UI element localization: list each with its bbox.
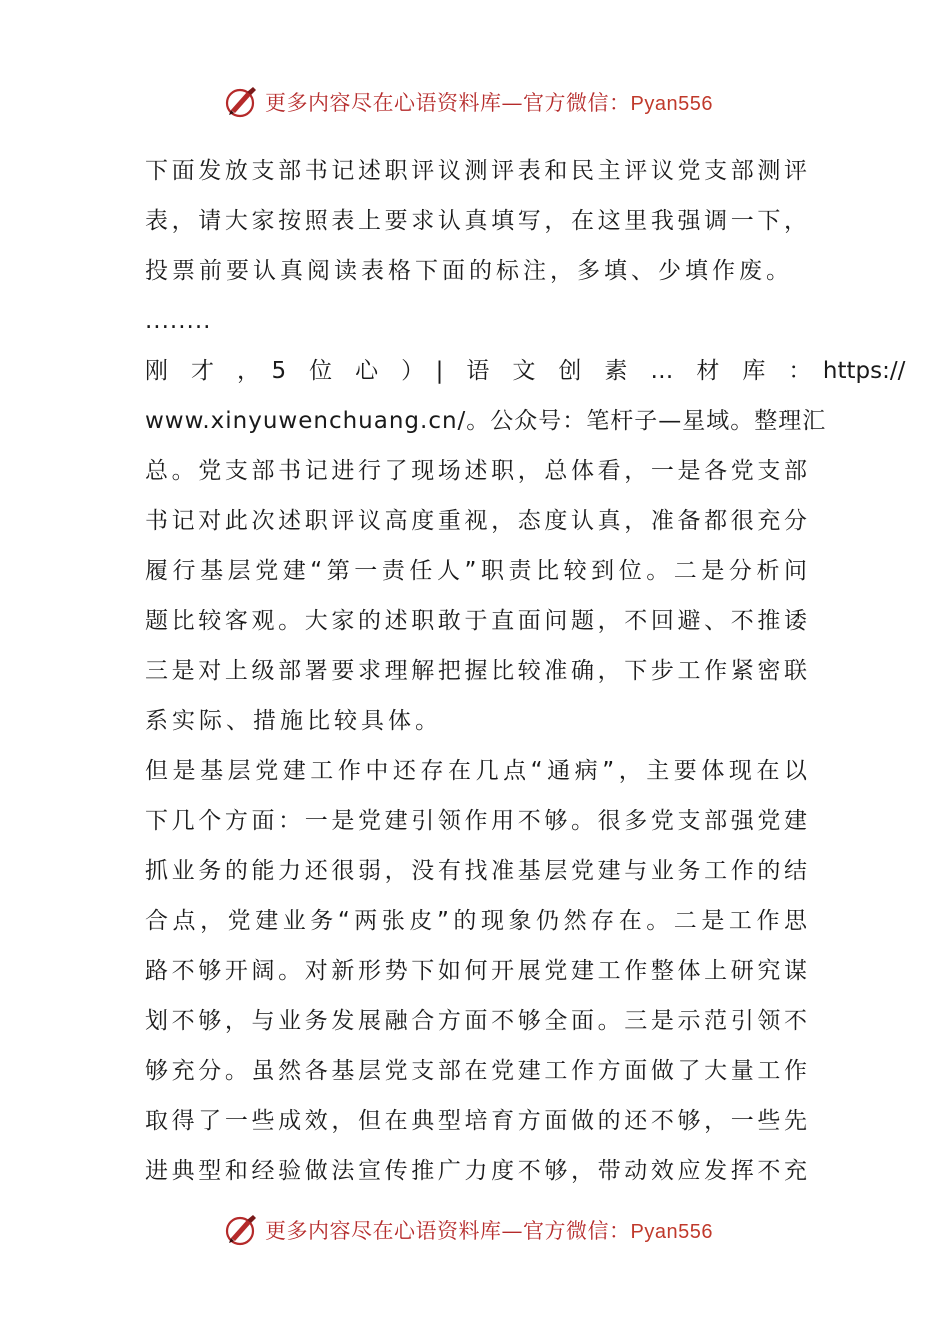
text-line: 进典型和经验做法宣传推广力度不够，带动效应发挥不充 (145, 1158, 807, 1184)
text-line: 系实际、措施比较具体。 (145, 708, 442, 734)
text-line: 合点，党建业务“两张皮”的现象仍然存在。二是工作思 (145, 908, 807, 934)
header-banner-wechat-id: Pyan556 (630, 93, 713, 115)
text-line: 划不够，与业务发展融合方面不够全面。三是示范引领不 (145, 1008, 807, 1034)
text-line: 书记对此次述职评议高度重视，态度认真，准备都很充分 (145, 508, 807, 534)
header-banner-dash: — (501, 91, 524, 115)
footer-banner-wechat-label: 官方微信： (523, 1219, 631, 1243)
text-line: www.xinyuwenchuang.cn/。公众号：笔杆子—星域。整理汇 (145, 408, 827, 434)
header-banner-text (265, 87, 713, 117)
document-body (145, 146, 906, 1196)
header-banner-main: 更多内容尽在心语资料库 (265, 91, 502, 115)
text-line: 但是基层党建工作中还存在几点“通病”，主要体现在以 (145, 758, 807, 784)
text-line: 表，请大家按照表上要求认真填写，在这里我强调一下， (145, 208, 807, 234)
text-line: 抓业务的能力还很弱，没有找准基层党建与业务工作的结 (145, 858, 807, 884)
footer-banner-main: 更多内容尽在心语资料库 (265, 1219, 502, 1243)
footer-banner (0, 1210, 950, 1250)
text-line: 够充分。虽然各基层党支部在党建工作方面做了大量工作 (145, 1058, 807, 1084)
footer-banner-wechat-id: Pyan556 (630, 1221, 713, 1243)
text-line: 投票前要认真阅读表格下面的标注，多填、少填作废。 (145, 258, 793, 284)
text-line: 下面发放支部书记述职评议测评表和民主评议党支部测评 (145, 158, 807, 184)
text-line: 刚 才 ， 5 位 心 ） | 语 文 创 素 … 材 库 ： https:// (145, 358, 906, 384)
footer-banner-text (265, 1215, 713, 1245)
text-line: 总。党支部书记进行了现场述职，总体看，一是各党支部 (145, 458, 807, 484)
text-line: 履行基层党建“第一责任人”职责比较到位。二是分析问 (145, 558, 807, 584)
footer-banner-dash: — (501, 1219, 524, 1243)
pen-circle-logo-icon (223, 84, 259, 120)
text-line: 题比较客观。大家的述职敢于直面问题，不回避、不推诿 (145, 608, 807, 634)
text-line: 取得了一些成效，但在典型培育方面做的还不够，一些先 (145, 1108, 807, 1134)
header-banner (0, 82, 950, 122)
text-line: 三是对上级部署要求理解把握比较准确，下步工作紧密联 (145, 658, 807, 684)
pen-circle-logo-icon (223, 1212, 259, 1248)
header-banner-wechat-label: 官方微信： (523, 91, 631, 115)
ellipsis-line: ........ (145, 308, 212, 334)
text-line: 路不够开阔。对新形势下如何开展党建工作整体上研究谋 (145, 958, 807, 984)
text-line: 下几个方面：一是党建引领作用不够。很多党支部强党建 (145, 808, 807, 834)
